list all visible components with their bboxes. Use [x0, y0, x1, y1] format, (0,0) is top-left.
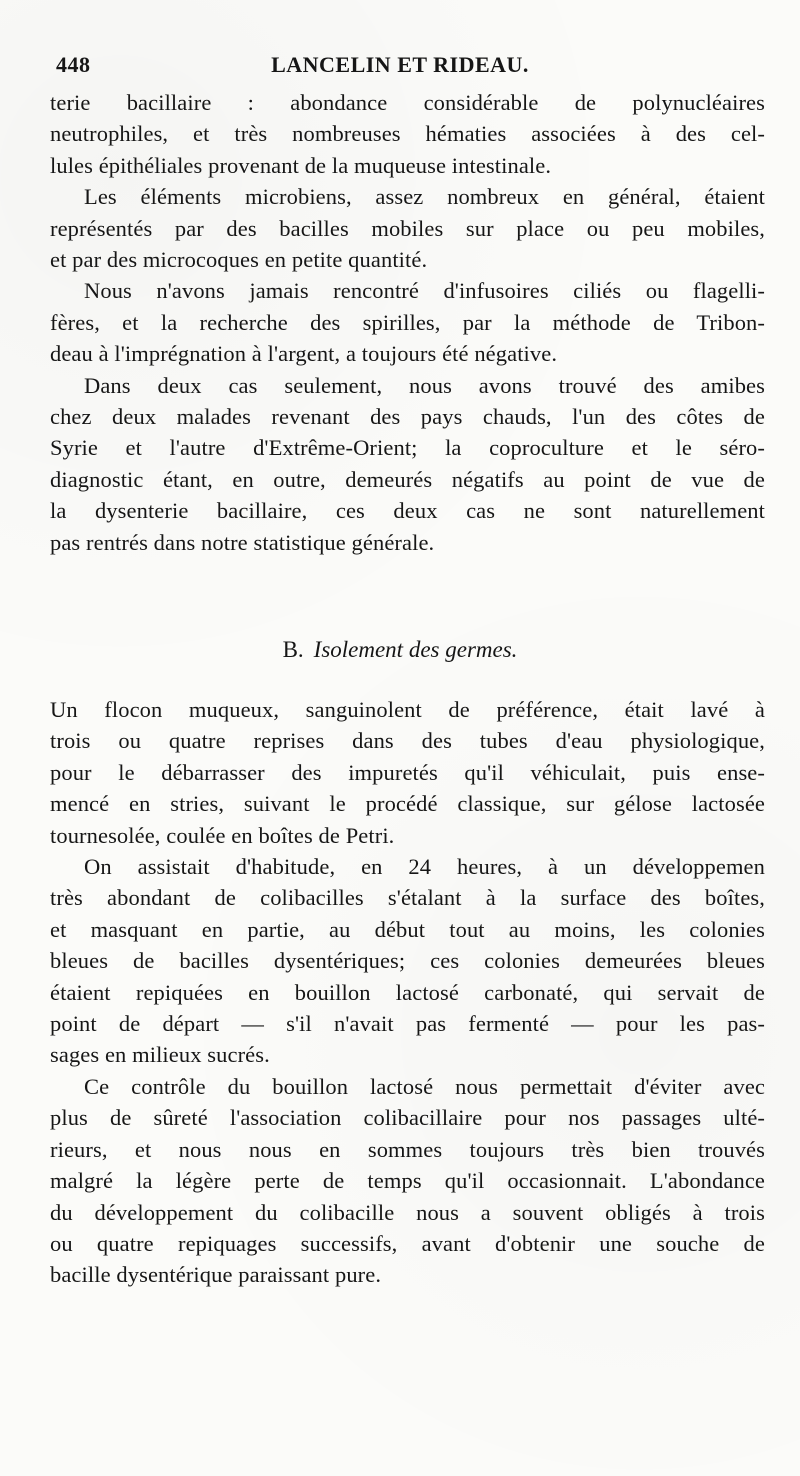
text-line: sages en milieux sucrés.: [50, 1042, 270, 1068]
text-line: Dans deux cas seulement, nous avons trouvé des amibes: [84, 372, 765, 398]
text-line: neutrophiles, et très nombreuses hématies associées à des cel-: [50, 121, 765, 147]
text-line: rieurs, et nous nous en sommes toujours très bien trouvés: [50, 1136, 765, 1162]
section-heading: [0, 637, 800, 663]
paragraph: [50, 1071, 765, 1291]
text-line: malgré la légère perte de temps qu'il occasionnait. L'abondance: [50, 1168, 765, 1194]
text-line: mencé en stries, suivant le procédé classique, sur gélose lactosée: [50, 791, 765, 817]
text-line: terie bacillaire : abondance considérable de polynucléaires: [50, 90, 765, 115]
text-line: pour le débarrasser des impuretés qu'il véhiculait, puis ense-: [50, 759, 765, 785]
paragraph: [50, 694, 765, 851]
text-line: très abondant de colibacilles s'étalant à la surface des boîtes,: [50, 885, 765, 911]
text-line: et masquant en partie, au début tout au moins, les colonies: [50, 916, 765, 942]
page-header: [50, 52, 750, 82]
text-line: la dysenterie bacillaire, ces deux cas ne sont naturellement: [50, 498, 765, 524]
text-line: fères, et la recherche des spirilles, par la méthode de Tribon-: [50, 309, 765, 335]
text-line: lules épithéliales provenant de la muqueuse intestinale.: [50, 152, 552, 178]
section-title: Isolement des germes.: [313, 637, 518, 662]
text-line: Ce contrôle du bouillon lactosé nous permettait d'éviter avec: [84, 1073, 765, 1099]
text-line: plus de sûreté l'association colibacillaire pour nos passages ulté-: [50, 1105, 765, 1131]
running-head: LANCELIN ET RIDEAU.: [271, 52, 529, 77]
text-line: et par des microcoques en petite quantité.: [50, 247, 428, 273]
text-line: bleues de bacilles dysentériques; ces colonies demeurées bleues: [50, 948, 765, 974]
body-text-section-b: [50, 694, 765, 1291]
text-line: étaient repiquées en bouillon lactosé carbonaté, qui servait de: [50, 979, 765, 1005]
paragraph: [50, 370, 765, 558]
text-line: Nous n'avons jamais rencontré d'infusoires ciliés ou flagelli-: [84, 278, 765, 304]
text-line: point de départ — s'il n'avait pas fermenté — pour les pas-: [50, 1011, 765, 1037]
text-line: pas rentrés dans notre statistique générale.: [50, 529, 435, 555]
section-label: B.: [282, 637, 304, 662]
paragraph: [50, 851, 765, 1071]
text-line: On assistait d'habitude, en 24 heures, à un développemen: [84, 854, 765, 880]
paragraph: [50, 87, 765, 181]
text-line: trois ou quatre reprises dans des tubes d'eau physiologique,: [50, 728, 765, 754]
text-line: Un flocon muqueux, sanguinolent de préférence, était lavé à: [50, 697, 765, 722]
text-line: tournesolée, coulée en boîtes de Petri.: [50, 822, 395, 848]
text-line: chez deux malades revenant des pays chauds, l'un des côtes de: [50, 404, 765, 430]
text-line: bacille dysentérique paraissant pure.: [50, 1262, 382, 1288]
paragraph: [50, 275, 765, 369]
text-line: Les éléments microbiens, assez nombreux en général, étaient: [84, 184, 765, 210]
text-line: Syrie et l'autre d'Extrême-Orient; la coproculture et le séro-: [50, 435, 765, 461]
text-line: diagnostic étant, en outre, demeurés négatifs au point de vue de: [50, 466, 765, 492]
body-text-section-a: [50, 87, 765, 558]
text-line: deau à l'imprégnation à l'argent, a toujours été négative.: [50, 341, 558, 367]
text-line: ou quatre repiquages successifs, avant d'obtenir une souche de: [50, 1230, 765, 1256]
text-line: représentés par des bacilles mobiles sur place ou peu mobiles,: [50, 215, 765, 241]
page-number: 448: [56, 52, 91, 77]
text-line: du développement du colibacille nous a souvent obligés à trois: [50, 1199, 765, 1225]
paragraph: [50, 181, 765, 275]
